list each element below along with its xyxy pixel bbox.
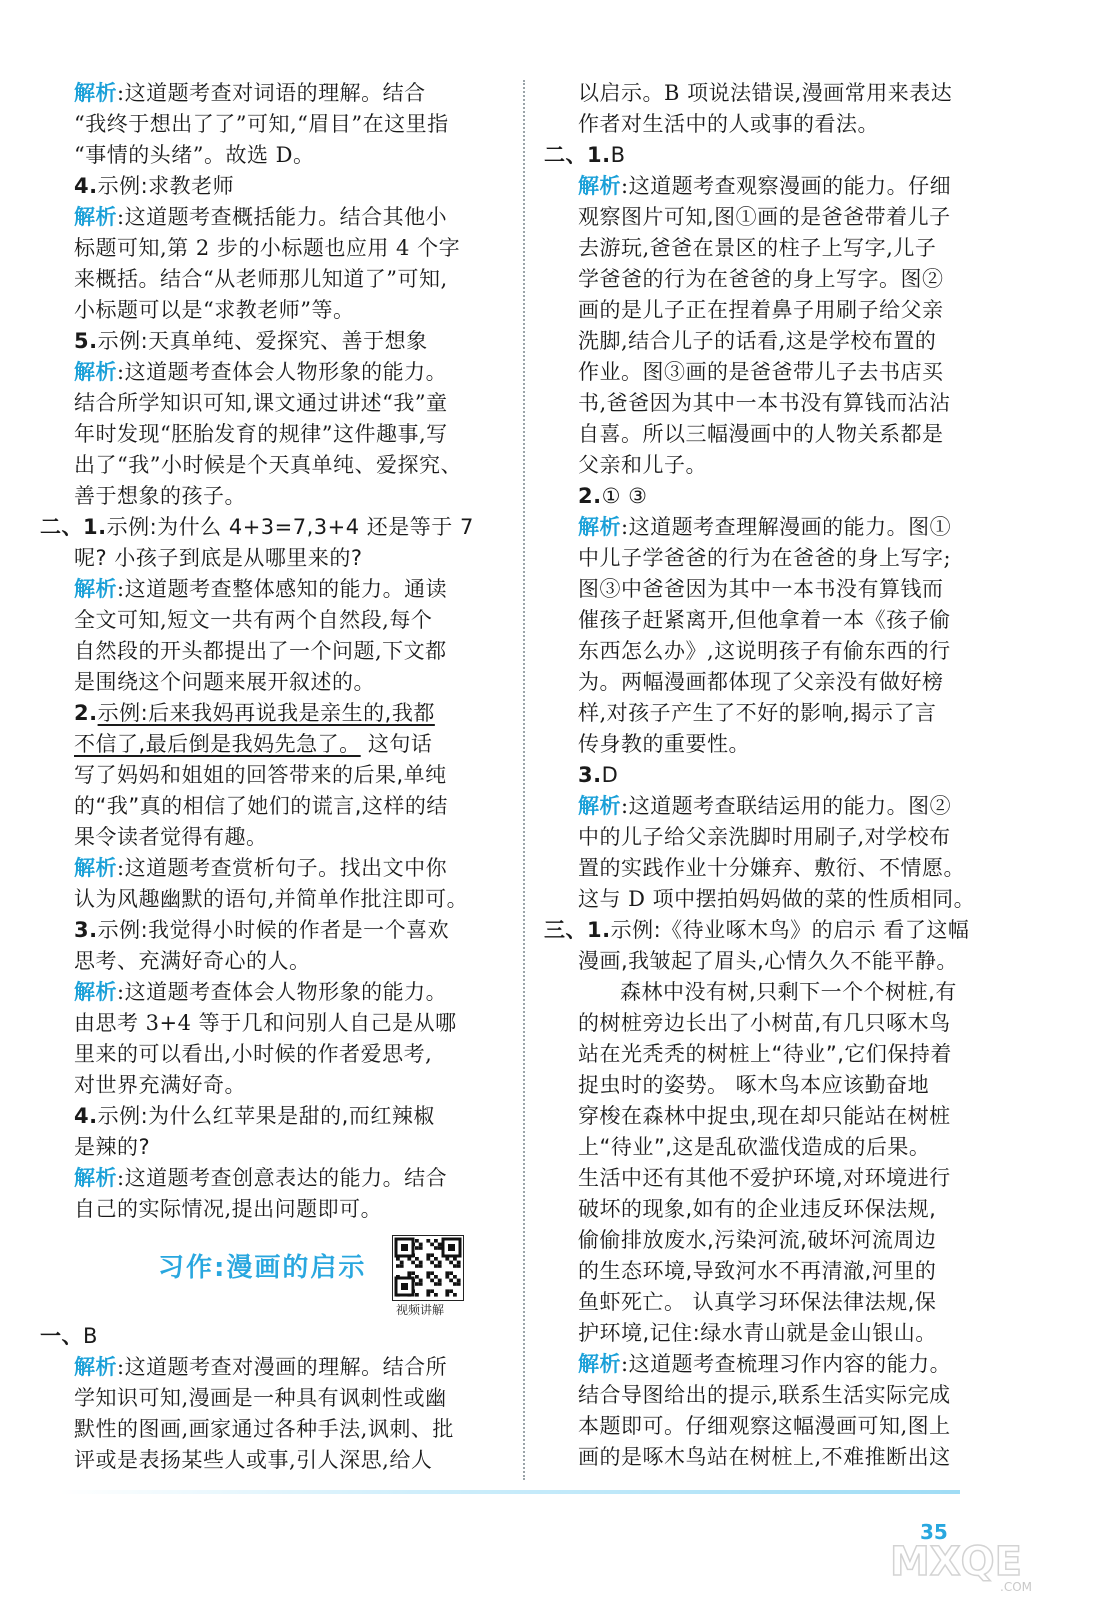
section-number: 二、 — [544, 143, 587, 167]
text-line — [74, 1070, 502, 1101]
text-line — [544, 915, 1006, 946]
text-line — [74, 853, 502, 884]
text-line — [578, 605, 1006, 636]
text-line — [74, 1101, 502, 1132]
svg-text:.COM: .COM — [1000, 1580, 1032, 1594]
analysis-keyword: 解析 — [74, 980, 117, 1004]
text-line — [74, 1132, 502, 1163]
text-line — [578, 1442, 1006, 1473]
text-line — [74, 388, 502, 419]
line-text: 自己的实际情况,提出问题即可。 — [74, 1197, 383, 1221]
analysis-keyword: 解析 — [578, 515, 621, 539]
line-text: 示例:为什么红苹果是甜的,而红辣椒 — [97, 1104, 435, 1128]
text-line — [74, 357, 502, 388]
line-text: 偷偷排放废水,污染河流,破坏河流周边 — [578, 1228, 937, 1252]
text-line — [578, 78, 1006, 109]
text-line — [578, 884, 1006, 915]
text-line — [578, 1411, 1006, 1442]
text-line — [74, 419, 502, 450]
line-text: 破坏的现象,如有的企业违反环保法规, — [578, 1197, 937, 1221]
question-number: 4. — [74, 1104, 98, 1128]
text-line — [578, 543, 1006, 574]
line-text: 是围绕这个问题来展开叙述的。 — [74, 670, 375, 694]
line-text: 的树桩旁边长出了小树苗,有几只啄木鸟 — [578, 1011, 951, 1035]
text-line — [578, 791, 1006, 822]
text-line — [578, 574, 1006, 605]
line-text: 以启示。B 项说法错误,漫画常用来表达 — [578, 81, 953, 105]
line-text: 示例:天真单纯、爱探究、善于想象 — [97, 329, 428, 353]
line-text: 的“我”真的相信了她们的谎言,这样的结 — [74, 794, 448, 818]
line-text: 里来的可以看出,小时候的作者爱思考, — [74, 1042, 433, 1066]
line-text: 这与 D 项中摆拍妈妈做的菜的性质相同。 — [578, 887, 976, 911]
line-text: 东西怎么办》,这说明孩子有偷东西的行 — [578, 639, 951, 663]
text-line — [74, 171, 502, 202]
line-text: 由思考 3+4 等于几和问别人自己是从哪 — [74, 1011, 457, 1035]
text-line — [578, 1287, 1006, 1318]
line-text: :这道题考查理解漫画的能力。图① — [621, 515, 952, 539]
text-line — [40, 1321, 502, 1352]
text-line — [578, 698, 1006, 729]
text-line — [578, 1101, 1006, 1132]
text-line — [578, 729, 1006, 760]
text-line — [74, 729, 502, 760]
line-text: 小标题可以是“求教老师”等。 — [74, 298, 355, 322]
text-line — [578, 512, 1006, 543]
line-text: 父亲和儿子。 — [578, 453, 707, 477]
line-text: 自然段的开头都提出了一个问题,下文都 — [74, 639, 447, 663]
line-text: ① ③ — [601, 484, 648, 508]
text-line — [578, 233, 1006, 264]
text-line — [74, 1445, 502, 1476]
question-number: 5. — [74, 329, 98, 353]
question-number: 2. — [74, 701, 98, 725]
line-text: :这道题考查对漫画的理解。结合所 — [117, 1355, 448, 1379]
text-line — [544, 140, 1006, 171]
line-text: 是辣的? — [74, 1135, 151, 1159]
text-line — [578, 202, 1006, 233]
text-line — [74, 1352, 502, 1383]
text-line — [74, 915, 502, 946]
text-line — [74, 884, 502, 915]
line-text: :这道题考查观察漫画的能力。仔细 — [621, 174, 952, 198]
line-tail: 这句话 — [360, 732, 433, 756]
line-text: 来概括。结合“从老师那儿知道了”可知, — [74, 267, 448, 291]
line-text: 示例:求教老师 — [97, 174, 235, 198]
left-column — [40, 78, 502, 1476]
line-text: 样,对孩子产生了不好的影响,揭示了言 — [578, 701, 937, 725]
line-text: 漫画,我皱起了眉头,心情久久不能平静。 — [578, 949, 958, 973]
line-text: :这道题考查创意表达的能力。结合 — [117, 1166, 448, 1190]
text-line — [74, 1039, 502, 1070]
line-text: 认为风趣幽默的语句,并简单作批注即可。 — [74, 887, 469, 911]
text-line — [578, 1194, 1006, 1225]
text-line — [74, 1414, 502, 1445]
footer-bar — [60, 1490, 960, 1494]
question-number: 3. — [578, 763, 602, 787]
text-line — [578, 171, 1006, 202]
text-line — [578, 450, 1006, 481]
line-text: 结合所学知识可知,课文通过讲述“我”童 — [74, 391, 448, 415]
analysis-keyword: 解析 — [74, 360, 117, 384]
page-number: 35 — [920, 1520, 948, 1544]
section-number: 三、 — [544, 918, 587, 942]
section-heading — [74, 1231, 502, 1317]
text-line — [74, 636, 502, 667]
analysis-keyword: 解析 — [74, 81, 117, 105]
text-line — [578, 481, 1006, 512]
analysis-keyword: 解析 — [578, 174, 621, 198]
text-line — [74, 1008, 502, 1039]
svg-text:MXQE: MXQE — [890, 1539, 1022, 1585]
line-text: 中儿子学爸爸的行为在爸爸的身上写字; — [578, 546, 952, 570]
line-text: 生活中还有其他不爱护环境,对环境进行 — [578, 1166, 951, 1190]
text-line — [74, 295, 502, 326]
question-number: 2. — [578, 484, 602, 508]
line-text: 标题可知,第 2 步的小标题也应用 4 个字 — [74, 236, 461, 260]
text-line — [74, 1383, 502, 1414]
line-text: 评或是表扬某些人或事,引人深思,给人 — [74, 1448, 433, 1472]
line-text: 去游玩,爸爸在景区的柱子上写字,儿子 — [578, 236, 937, 260]
line-text: 森林中没有树,只剩下一个个树桩,有 — [620, 980, 957, 1004]
line-text: 护环境,记住:绿水青山就是金山银山。 — [578, 1321, 937, 1345]
line-text: 作者对生活中的人或事的看法。 — [578, 112, 879, 136]
text-line — [74, 667, 502, 698]
line-text: “事情的头绪”。故选 D。 — [74, 143, 315, 167]
line-text: 自喜。所以三幅漫画中的人物关系都是 — [578, 422, 944, 446]
line-text: 作业。图③画的是爸爸带儿子去书店买 — [578, 360, 944, 384]
line-text: 画的是儿子正在捏着鼻子用刷子给父亲 — [578, 298, 944, 322]
text-line — [578, 295, 1006, 326]
question-number: 1. — [83, 515, 107, 539]
line-text: 示例:为什么 4+3=7,3+4 还是等于 7 — [106, 515, 474, 539]
line-text: 呢? 小孩子到底是从哪里来的? — [74, 546, 363, 570]
text-line — [578, 1070, 1006, 1101]
line-text: 上“待业”,这是乱砍滥伐造成的后果。 — [578, 1135, 931, 1159]
text-line — [74, 481, 502, 512]
line-text: :这道题考查体会人物形象的能力。 — [117, 980, 448, 1004]
line-text: 不信了,最后倒是我妈先急了。 — [74, 732, 361, 756]
line-text: 穿梭在森林中捉虫,现在却只能站在树桩 — [578, 1104, 951, 1128]
line-text: 为。两幅漫画都体现了父亲没有做好榜 — [578, 670, 944, 694]
text-line — [74, 450, 502, 481]
analysis-keyword: 解析 — [74, 1166, 117, 1190]
text-line — [578, 853, 1006, 884]
right-column — [544, 78, 1006, 1473]
analysis-keyword: 解析 — [578, 794, 621, 818]
analysis-keyword: 解析 — [74, 577, 117, 601]
section-number: 二、 — [40, 515, 83, 539]
text-line — [74, 698, 502, 729]
line-text: 画的是啄木鸟站在树桩上,不难推断出这 — [578, 1445, 951, 1469]
line-text: 观察图片可知,图①画的是爸爸带着儿子 — [578, 205, 951, 229]
text-line — [74, 543, 502, 574]
text-line — [74, 605, 502, 636]
text-line — [578, 388, 1006, 419]
analysis-keyword: 解析 — [74, 1355, 117, 1379]
text-line — [578, 946, 1006, 977]
text-line — [74, 977, 502, 1008]
text-line — [578, 1256, 1006, 1287]
text-line — [74, 760, 502, 791]
line-text: 写了妈妈和姐姐的回答带来的后果,单纯 — [74, 763, 447, 787]
line-text: 图③中爸爸因为其中一本书没有算钱而 — [578, 577, 944, 601]
line-text: 书,爸爸因为其中一本书没有算钱而沾沾 — [578, 391, 951, 415]
text-line — [578, 636, 1006, 667]
line-text: B — [610, 143, 626, 167]
text-line — [74, 791, 502, 822]
line-text: “我终于想出了了”可知,“眉目”在这里指 — [74, 112, 449, 136]
text-line — [578, 326, 1006, 357]
line-text: :这道题考查整体感知的能力。通读 — [117, 577, 448, 601]
analysis-keyword: 解析 — [74, 856, 117, 880]
text-line — [74, 202, 502, 233]
text-line — [74, 264, 502, 295]
line-text: 学知识可知,漫画是一种具有讽刺性或幽 — [74, 1386, 447, 1410]
text-line — [74, 78, 502, 109]
line-text: :这道题考查概括能力。结合其他小 — [117, 205, 448, 229]
watermark-logo — [880, 1525, 1080, 1595]
line-text: 果令读者觉得有趣。 — [74, 825, 268, 849]
text-line — [578, 1039, 1006, 1070]
text-line — [578, 1380, 1006, 1411]
line-text: 中的儿子给父亲洗脚时用刷子,对学校布 — [578, 825, 951, 849]
text-line — [74, 946, 502, 977]
line-text: D — [601, 763, 619, 787]
line-text: 全文可知,短文一共有两个自然段,每个 — [74, 608, 433, 632]
text-line — [578, 1008, 1006, 1039]
text-line — [578, 264, 1006, 295]
text-line — [74, 109, 502, 140]
question-number: 4. — [74, 174, 98, 198]
line-text: 学爸爸的行为在爸爸的身上写字。图② — [578, 267, 944, 291]
line-text: :这道题考查对词语的理解。结合 — [117, 81, 426, 105]
text-line — [578, 760, 1006, 791]
text-line — [74, 574, 502, 605]
question-number: 3. — [74, 918, 98, 942]
line-text: 善于想象的孩子。 — [74, 484, 246, 508]
line-text: 本题即可。仔细观察这幅漫画可知,图上 — [578, 1414, 951, 1438]
line-text: 思考、充满好奇心的人。 — [74, 949, 311, 973]
line-text: 站在光秃秃的树桩上“待业”,它们保持着 — [578, 1042, 952, 1066]
analysis-keyword: 解析 — [74, 205, 117, 229]
text-line — [578, 109, 1006, 140]
text-line — [74, 140, 502, 171]
text-line — [74, 233, 502, 264]
question-number: 1. — [587, 143, 611, 167]
section-number: 一、 — [40, 1324, 83, 1348]
line-text: B — [83, 1324, 98, 1348]
text-line — [578, 822, 1006, 853]
line-text: 示例:我觉得小时候的作者是一个喜欢 — [97, 918, 450, 942]
line-text: 传身教的重要性。 — [578, 732, 750, 756]
line-text: 年时发现“胚胎发育的规律”这件趣事,写 — [74, 422, 448, 446]
text-line — [74, 326, 502, 357]
line-text: 催孩子赶紧离开,但他拿着一本《孩子偷 — [578, 608, 951, 632]
line-text: 示例:后来我妈再说我是亲生的,我都 — [97, 701, 435, 725]
line-text: 默性的图画,画家通过各种手法,讽刺、批 — [74, 1417, 454, 1441]
text-line — [578, 667, 1006, 698]
text-line — [578, 419, 1006, 450]
line-text: :这道题考查赏析句子。找出文中你 — [117, 856, 448, 880]
line-text: 对世界充满好奇。 — [74, 1073, 246, 1097]
line-text: 洗脚,结合儿子的话看,这是学校布置的 — [578, 329, 937, 353]
column-divider — [523, 80, 525, 1480]
text-line — [578, 1349, 1006, 1380]
line-text: 结合导图给出的提示,联系生活实际完成 — [578, 1383, 951, 1407]
text-line — [74, 822, 502, 853]
question-number: 1. — [587, 918, 611, 942]
line-text: 置的实践作业十分嫌弃、敷衍、不情愿。 — [578, 856, 965, 880]
text-line — [578, 1132, 1006, 1163]
text-line — [578, 1318, 1006, 1349]
text-line — [578, 977, 1006, 1008]
line-text: 鱼虾死亡。 认真学习环保法律法规,保 — [578, 1290, 937, 1314]
section-title: 习作:漫画的启示 — [158, 1253, 367, 1283]
text-line — [74, 1194, 502, 1225]
analysis-keyword: 解析 — [578, 1352, 621, 1376]
text-line — [74, 1163, 502, 1194]
text-line — [578, 1163, 1006, 1194]
line-text: :这道题考查联结运用的能力。图② — [621, 794, 952, 818]
line-text: 的生态环境,导致河水不再清澈,河里的 — [578, 1259, 937, 1283]
text-line — [578, 357, 1006, 388]
text-line — [40, 512, 502, 543]
line-text: 示例:《待业啄木鸟》的启示 看了这幅 — [610, 918, 970, 942]
qr-code-icon[interactable] — [392, 1235, 464, 1301]
line-text: :这道题考查体会人物形象的能力。 — [117, 360, 448, 384]
qr-caption: 视频讲解 — [396, 1303, 445, 1317]
line-text: :这道题考查梳理习作内容的能力。 — [621, 1352, 952, 1376]
text-line — [578, 1225, 1006, 1256]
line-text: 出了“我”小时候是个天真单纯、爱探究、 — [74, 453, 462, 477]
line-text: 捉虫时的姿势。 啄木鸟本应该勤奋地 — [578, 1073, 930, 1097]
